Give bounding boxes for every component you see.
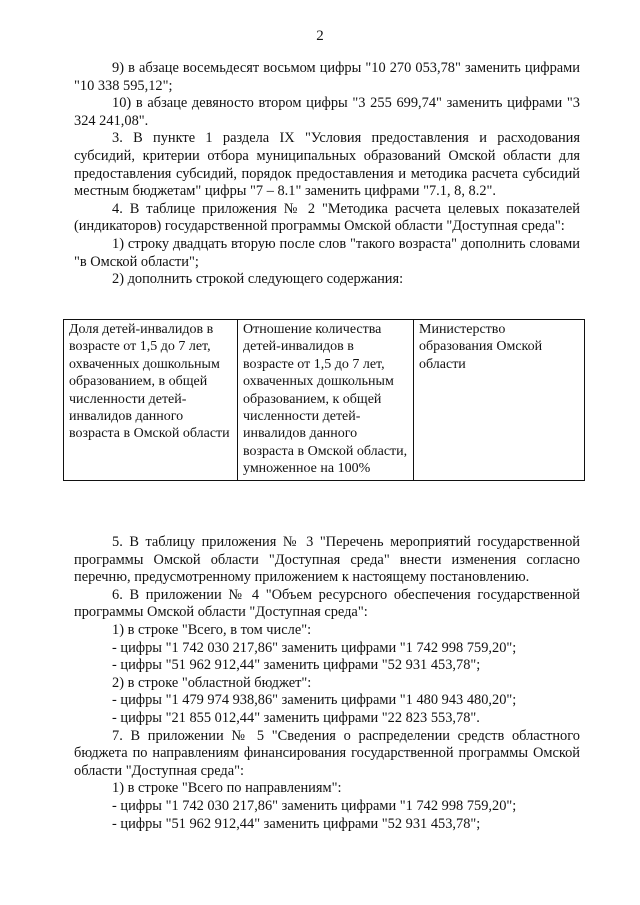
paragraph-item-10: 10) в абзаце девяносто втором цифры "3 255 699,74" заменить цифрами "3 324 241,08". [74,95,580,129]
table-cell-method: Отношение количества детей-инвалидов в возрасте от 1,5 до 7 лет, охваченных дошкольным образованием, к общей численности детей-инвалидов данного возраста в Омской области, умноженное на 100% [238,320,414,481]
paragraph-point-3: 3. В пункте 1 раздела IX "Условия предоставления и расходования субсидий, критерии отбора муниципальных образований Омской области для предоставления субсидий, порядок предоставления и методика расчета субсидий местным бюджетам" цифры "7 – 8.1" заменить цифрами "7.1, 8, 8.2". [74,130,580,200]
paragraph-point-4: 4. В таблице приложения № 2 "Методика расчета целевых показателей (индикаторов) государственной программы Омской области "Доступная среда": [74,200,580,235]
paragraph-point-4-sub-1: 1) строку двадцать вторую после слов "такого возраста" дополнить словами "в Омской области"; [74,235,580,270]
paragraph-point-4-sub-2: 2) дополнить строкой следующего содержания: [112,271,404,288]
table-row [64,320,585,481]
table-cell-indicator: Доля детей-инвалидов в возрасте от 1,5 до 7 лет, охваченных дошкольным образованием, в общей численности детей-инвалидов данного возраста в Омской области [64,320,238,481]
paragraph-point-6-sub-1: 1) в строке "Всего, в том числе": [112,621,312,638]
paragraph-point-7-sub-1-a: - цифры "1 742 030 217,86" заменить цифрами "1 742 998 759,20"; [112,797,517,814]
table-cell-responsible: Министерство образования Омской области [414,320,585,481]
page-number: 2 [316,28,324,44]
amendments-part-2 [74,534,580,833]
paragraph-point-5: 5. В таблицу приложения № 3 "Перечень мероприятий государственной программы Омской области "Доступная среда" внести изменения согласно перечню, предусмотренному приложением к настоящему постановлению. [74,534,580,586]
paragraph-point-6: 6. В приложении № 4 "Объем ресурсного обеспечения государственной программы Омской области "Доступная среда": [74,586,580,621]
paragraph-point-6-sub-2-a: - цифры "1 479 974 938,86" заменить цифрами "1 480 943 480,20"; [112,692,517,709]
paragraph-item-9: 9) в абзаце восемьдесят восьмом цифры "10 270 053,78" заменить цифрами "10 338 595,12"; [74,60,580,94]
paragraph-point-7-sub-1-b: - цифры "51 962 912,44" заменить цифрами "52 931 453,78"; [112,815,481,832]
paragraph-point-6-sub-1-a: - цифры "1 742 030 217,86" заменить цифрами "1 742 998 759,20"; [112,639,517,656]
paragraph-point-6-sub-2-b: - цифры "21 855 012,44" заменить цифрами "22 823 553,78". [112,709,480,726]
indicator-table [63,319,585,481]
paragraph-point-6-sub-1-b: - цифры "51 962 912,44" заменить цифрами "52 931 453,78"; [112,657,481,674]
indicator-table-wrapper [63,319,584,481]
paragraph-point-6-sub-2: 2) в строке "областной бюджет": [112,674,312,691]
paragraph-point-7-sub-1: 1) в строке "Всего по направлениям": [112,780,342,797]
amendments-part-1 [74,60,580,289]
paragraph-point-7: 7. В приложении № 5 "Сведения о распределении средств областного бюджета по направлениям финансирования государственной программы Омской области "Доступная среда": [74,727,580,779]
